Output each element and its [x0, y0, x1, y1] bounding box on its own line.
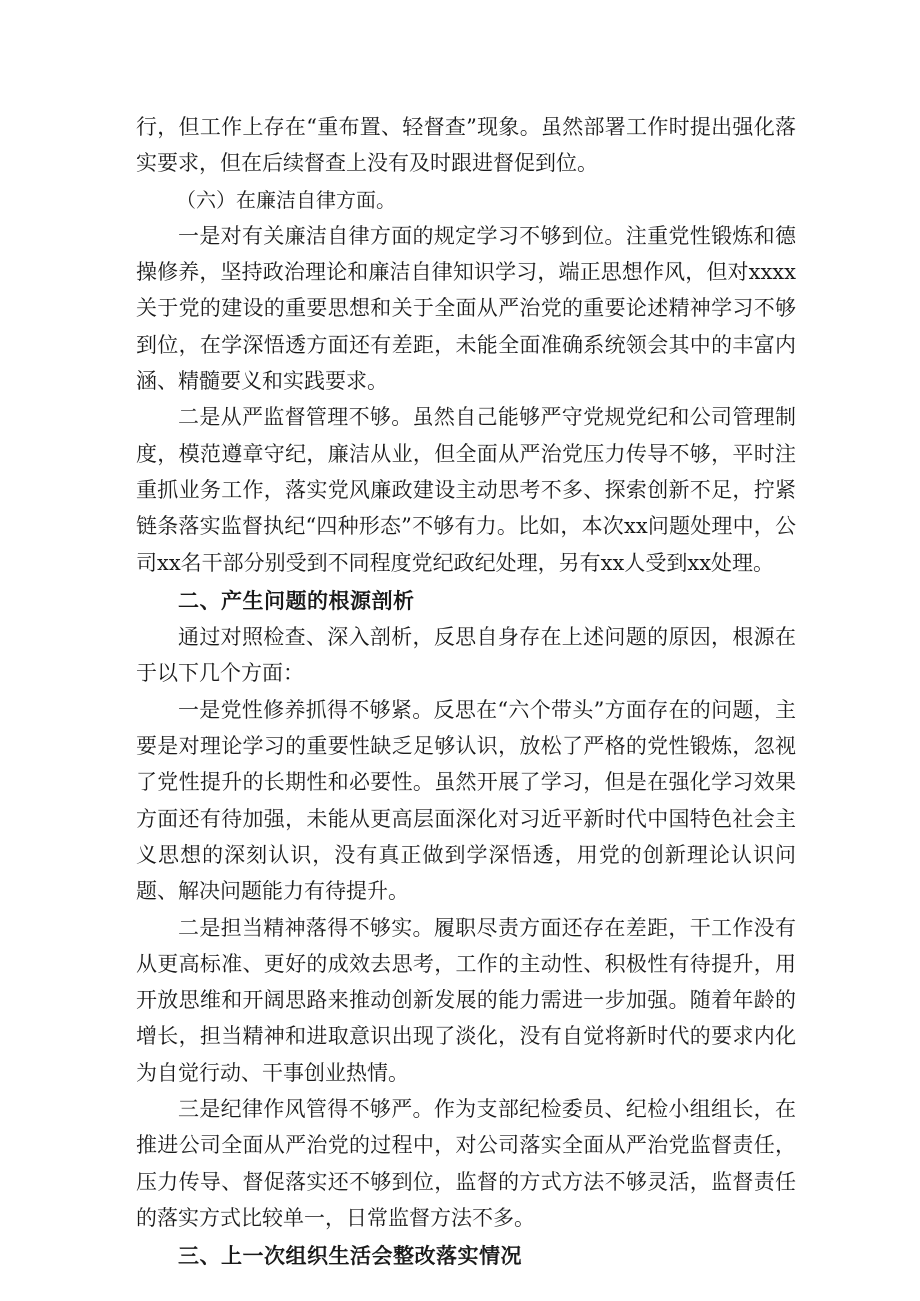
paragraph-supervision: 二是从严监督管理不够。虽然自己能够严守党规党纪和公司管理制度，模范遵章守纪，廉洁从业，但全面从严治党压力传导不够，平时注重抓业务工作，落实党风廉政建设主动思考不多、探索创新不足，拧紧链条落实监督执纪“四种形态”不够有力。比如，本次xx问题处理中，公司xx名干部分别受到不同程度党纪政纪处理，另有xx人受到xx处理。 — [136, 405, 796, 575]
document-body — [136, 109, 796, 1275]
paragraph-integrity-study: 一是对有关廉洁自律方面的规定学习不够到位。注重党性锻炼和德操修养，坚持政治理论和廉洁自律知识学习，端正思想作风，但对xxxx关于党的建设的重要思想和关于全面从严治党的重要论述精神学习不够到位，在学深悟透方面还有差距，未能全面准确系统领会其中的丰富内涵、精髓要义和实践要求。 — [136, 223, 796, 394]
subheading-integrity: （六）在廉洁自律方面。 — [176, 187, 396, 212]
paragraph-continuation: 行，但工作上存在“重布置、轻督查”现象。虽然部署工作时提出强化落实要求，但在后续督查上没有及时跟进督促到位。 — [136, 115, 796, 176]
paragraph-responsibility: 二是担当精神落得不够实。履职尽责方面还存在差距，干工作没有从更高标准、更好的成效去思考，工作的主动性、积极性有待提升，用开放思维和开阔思路来推动创新发展的能力需进一步加强。随着年龄的增长，担当精神和进取意识出现了淡化，没有自觉将新时代的要求内化为自觉行动、干事创业热情。 — [136, 915, 796, 1085]
section-heading-rectification: 三、上一次组织生活会整改落实情况 — [178, 1244, 522, 1269]
paragraph-party-spirit: 一是党性修养抓得不够紧。反思在“六个带头”方面存在的问题，主要是对理论学习的重要性缺乏足够认识，放松了严格的党性锻炼，忽视了党性提升的长期性和必要性。虽然开展了学习，但是在强化学习效果方面还有待加强，未能从更高层面深化对习近平新时代中国特色社会主义思想的深刻认识，没有真正做到学深悟透，用党的创新理论认识问题、解决问题能力有待提升。 — [136, 697, 796, 904]
section-heading-root-causes: 二、产生问题的根源剖析 — [178, 588, 415, 613]
paragraph-root-causes-intro: 通过对照检查、深入剖析，反思自身存在上述问题的原因，根源在于以下几个方面： — [136, 625, 796, 686]
paragraph-discipline: 三是纪律作风管得不够严。作为支部纪检委员、纪检小组组长，在推进公司全面从严治党的过程中，对公司落实全面从严治党监督责任，压力传导、督促落实还不够到位，监督的方式方法不够灵活，监督责任的落实方式比较单一，日常监督方法不多。 — [136, 1097, 796, 1230]
